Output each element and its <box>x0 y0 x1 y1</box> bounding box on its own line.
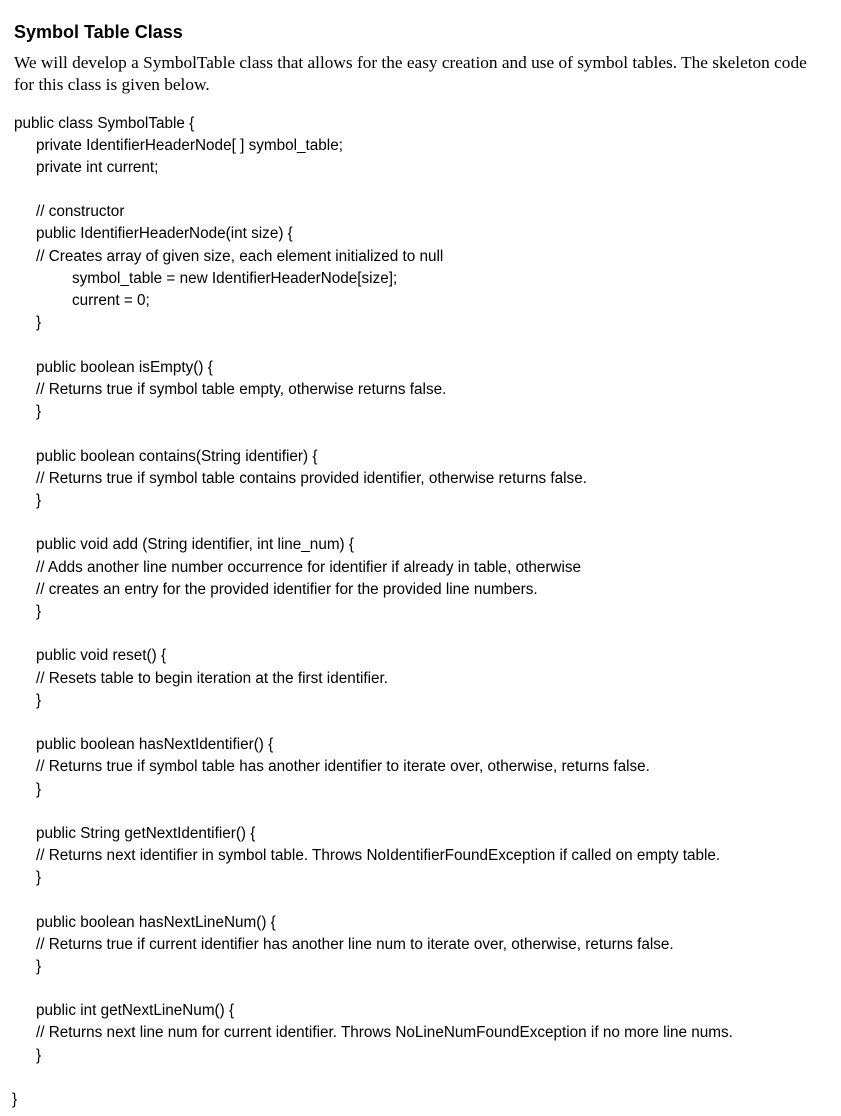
page-title: Symbol Table Class <box>14 22 183 42</box>
code-line: // Returns true if symbol table contains provided identifier, otherwise returns false. <box>36 470 587 487</box>
code-line: } <box>12 1091 18 1108</box>
code-line: // Returns next identifier in symbol table. Throws NoIdentifierFoundException if called on empty table. <box>36 847 721 864</box>
code-line: private int current; <box>36 159 159 176</box>
code-line: } <box>36 403 42 420</box>
code-line: public void reset() { <box>36 647 167 664</box>
intro-paragraph: We will develop a SymbolTable class that allows for the easy creation and use of symbol tables. The skeleton code for this class is given below. <box>14 53 807 94</box>
code-line: } <box>36 603 42 620</box>
code-line: private IdentifierHeaderNode[ ] symbol_table; <box>36 137 343 154</box>
code-line: public boolean hasNextLineNum() { <box>36 914 276 931</box>
code-line: symbol_table = new IdentifierHeaderNode[size]; <box>72 270 398 287</box>
code-line: // creates an entry for the provided identifier for the provided line numbers. <box>36 581 538 598</box>
code-line: public int getNextLineNum() { <box>36 1002 235 1019</box>
code-line: // Resets table to begin iteration at the first identifier. <box>36 670 389 687</box>
code-line: public String getNextIdentifier() { <box>36 825 256 842</box>
code-line: // Returns true if symbol table empty, otherwise returns false. <box>36 381 447 398</box>
code-line: public void add (String identifier, int line_num) { <box>36 536 355 553</box>
code-line: } <box>36 314 42 331</box>
code-line: // Creates array of given size, each element initialized to null <box>36 248 444 265</box>
code-line: current = 0; <box>72 292 150 309</box>
code-line: public boolean hasNextIdentifier() { <box>36 736 274 753</box>
code-line: // constructor <box>36 203 125 220</box>
code-line: public boolean contains(String identifier) { <box>36 448 318 465</box>
code-line: } <box>36 781 42 798</box>
code-line: // Returns true if symbol table has another identifier to iterate over, otherwise, returns false. <box>36 758 650 775</box>
code-line: } <box>36 692 42 709</box>
code-line: } <box>36 492 42 509</box>
code-line: // Returns next line num for current identifier. Throws NoLineNumFoundException if no more line nums. <box>36 1024 733 1041</box>
code-line: // Returns true if current identifier has another line num to iterate over, otherwise, returns false. <box>36 936 674 953</box>
code-line: // Adds another line number occurrence for identifier if already in table, otherwise <box>36 559 582 576</box>
code-line: public class SymbolTable { <box>14 115 195 132</box>
code-line: } <box>36 958 42 975</box>
code-line: public boolean isEmpty() { <box>36 359 213 376</box>
code-line: public IdentifierHeaderNode(int size) { <box>36 225 293 242</box>
code-line: } <box>36 1047 42 1064</box>
code-line: } <box>36 869 42 886</box>
